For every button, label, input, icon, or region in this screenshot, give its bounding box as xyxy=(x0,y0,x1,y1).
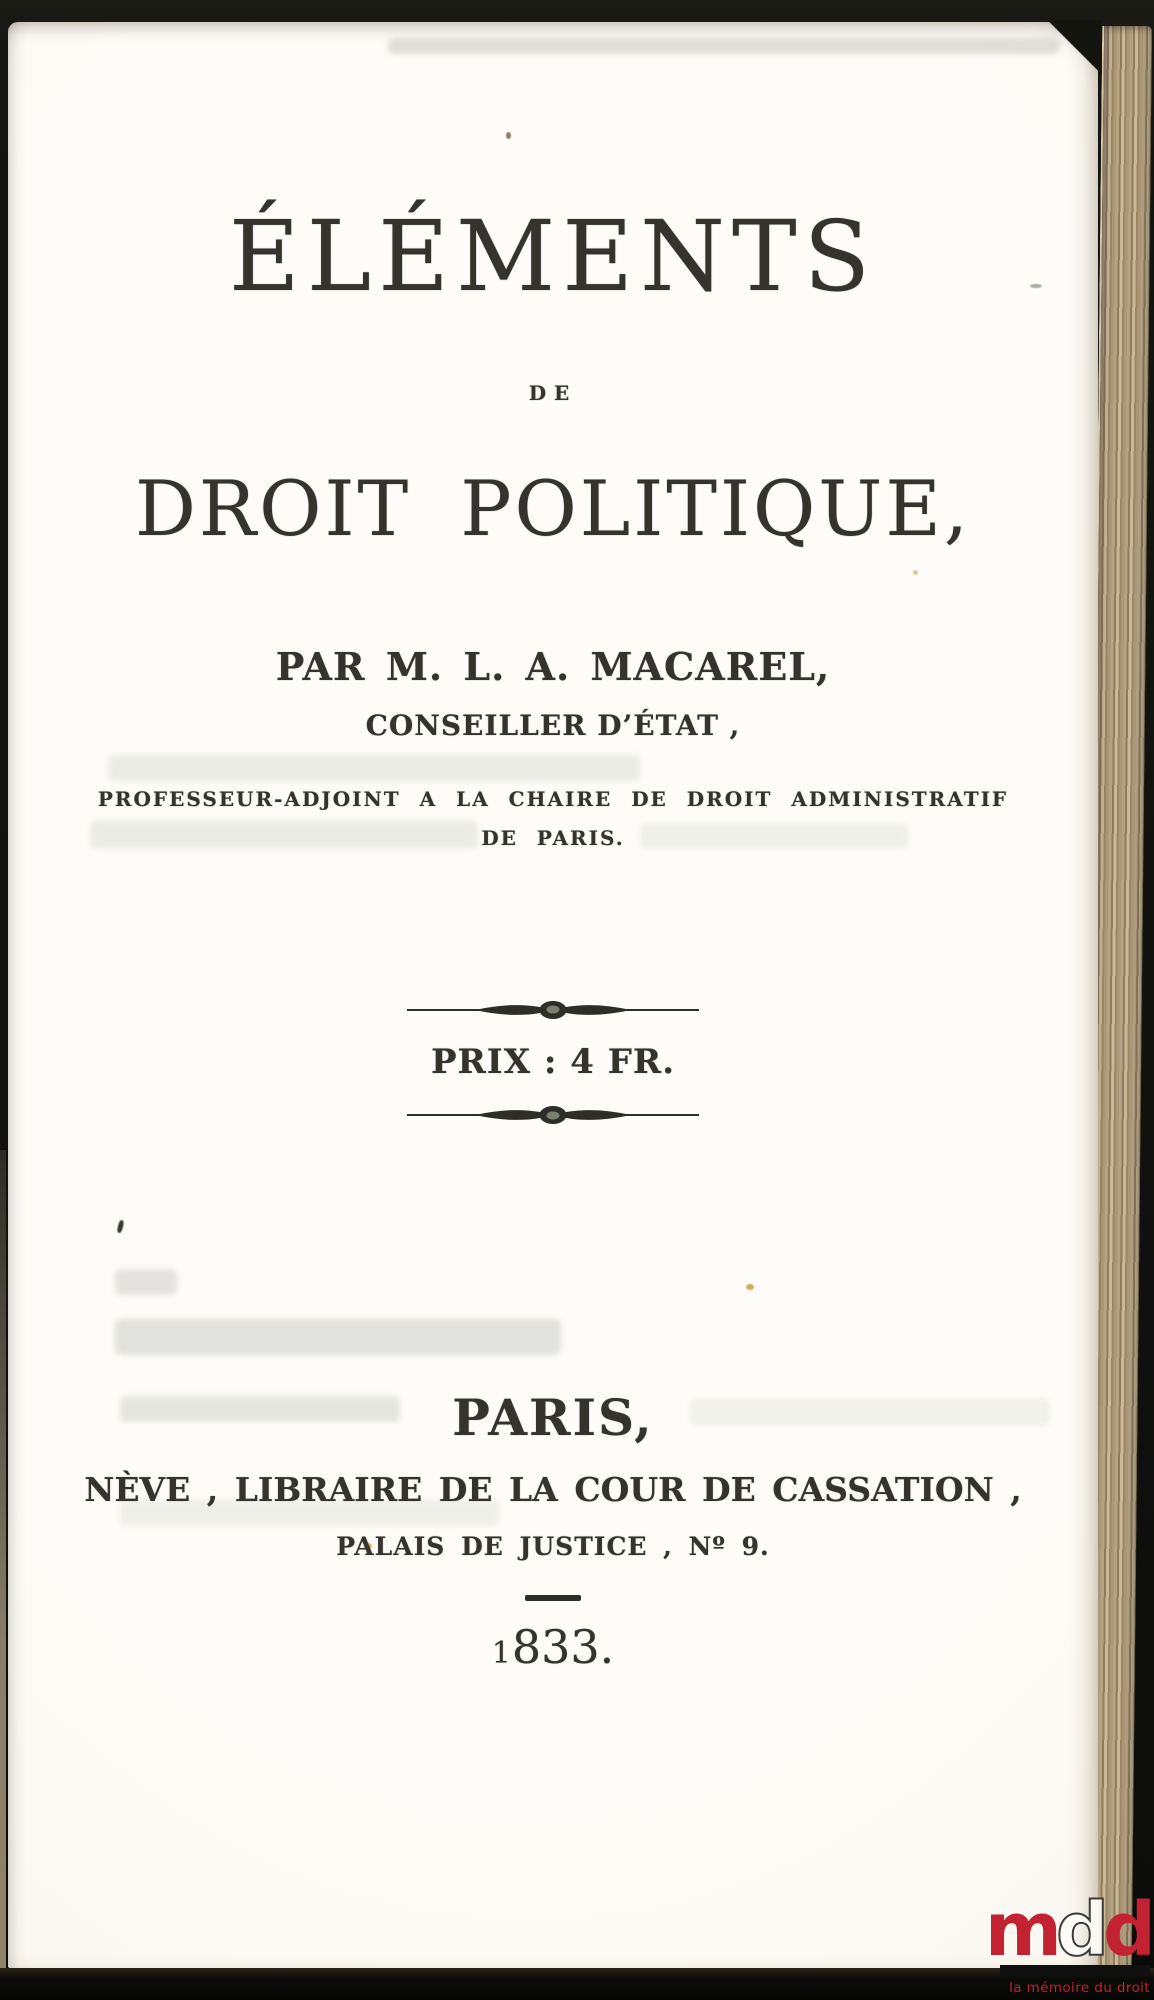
book-title-main: ÉLÉMENTS xyxy=(228,200,878,313)
ink-fleck xyxy=(117,1220,125,1234)
bleed-through-text xyxy=(108,755,640,781)
title-connector: DE xyxy=(528,381,578,405)
imprint-year xyxy=(8,1620,1098,1674)
ornament-divider-top xyxy=(407,999,699,1025)
ornament-divider-bottom xyxy=(407,1104,699,1130)
mdd-watermark xyxy=(978,1886,1150,1996)
author-byline: PAR M. L. A. MACAREL, xyxy=(275,644,831,689)
author-role-line2: PROFESSEUR-ADJOINT A LA CHAIRE DE DROIT ADMINISTRATIF xyxy=(97,787,1009,811)
author-role-line1: CONSEILLER D’ÉTAT , xyxy=(365,709,741,742)
mdd-tagline: la mémoire du droit xyxy=(1009,1980,1150,1996)
title-page xyxy=(8,22,1098,1968)
mdd-letter-m: m xyxy=(984,1886,1057,1973)
author-role-line3: DE PARIS. xyxy=(481,826,625,850)
foxing-speck xyxy=(913,570,918,575)
imprint-address: PALAIS DE JUSTICE , Nº 9. xyxy=(336,1532,770,1561)
mdd-letter-d: d xyxy=(1103,1886,1150,1973)
bleed-through-text xyxy=(388,38,1060,54)
mdd-logo xyxy=(978,1886,1150,1973)
imprint-dash-rule xyxy=(525,1595,581,1601)
bleed-through-text xyxy=(115,1269,177,1295)
imprint-publisher: NÈVE , LIBRAIRE DE LA COUR DE CASSATION , xyxy=(84,1470,1022,1509)
foxing-speck xyxy=(746,1284,754,1290)
imprint-city: PARIS, xyxy=(452,1388,654,1447)
price-line: PRIX : 4 FR. xyxy=(430,1042,676,1082)
bleed-through-text xyxy=(115,1319,561,1355)
year-digit-1: 1 xyxy=(491,1636,512,1671)
foxing-speck xyxy=(506,132,511,139)
left-page-edge-sliver xyxy=(0,1150,6,1970)
book-title-sub: DROIT POLITIQUE, xyxy=(135,464,971,553)
mdd-letter-d-outline: d xyxy=(1056,1886,1104,1973)
year-digits-rest: 833. xyxy=(511,1620,615,1674)
